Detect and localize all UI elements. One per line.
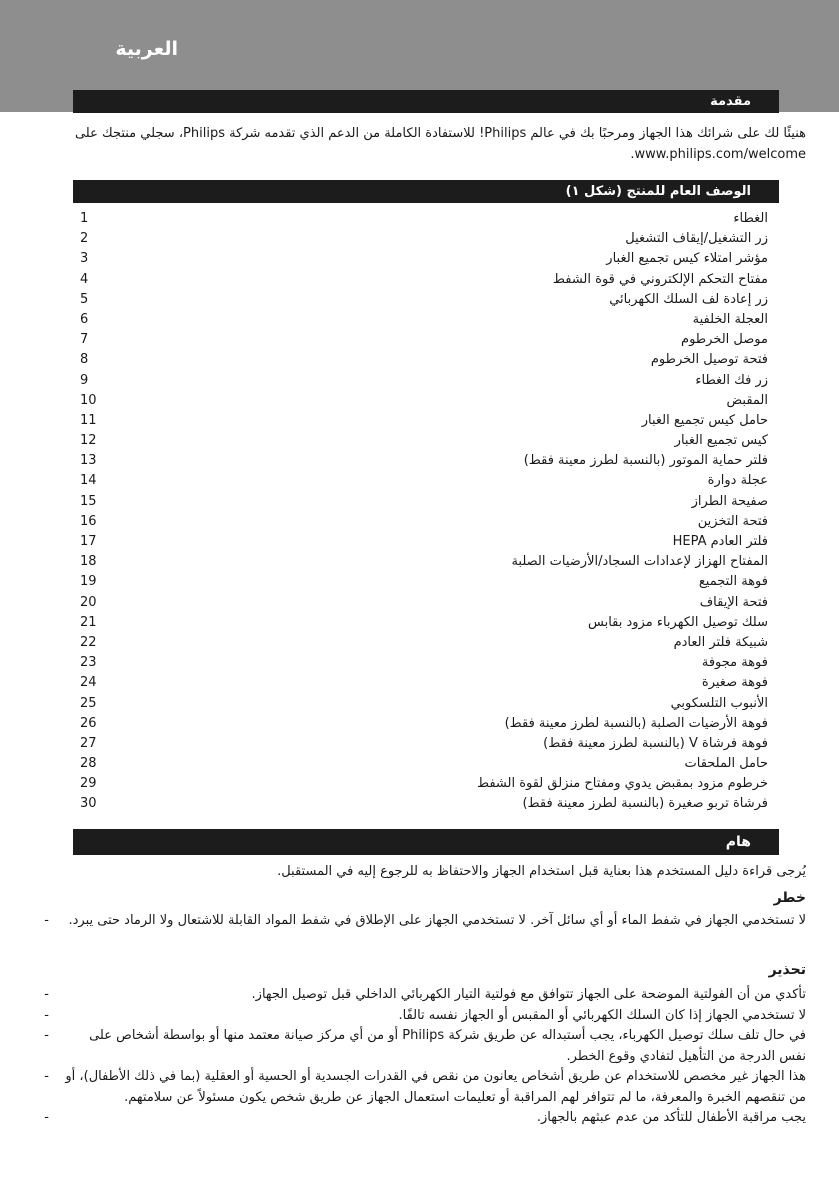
list-item xyxy=(80,532,780,552)
item-number: 25 xyxy=(80,695,97,711)
item-text: في حال تلف سلك توصيل الكهرباء، يجب أستبداله عن طريق شركة Philips أو من أي مركز صيانة معتمد منها أو بواسطة أشخاص على نفس الدرجة من التأهيل لتفادي وقوع الخطر. xyxy=(89,1028,806,1064)
list-item xyxy=(80,734,780,754)
item-text: حامل كيس تجميع الغبار xyxy=(641,412,768,428)
item-number: 17 xyxy=(80,534,97,549)
list-item xyxy=(80,290,780,310)
list-item xyxy=(35,1026,806,1067)
list-item xyxy=(80,754,780,774)
section-bar-intro: مقدمة xyxy=(73,90,779,113)
section-bar-important: هام xyxy=(73,829,779,855)
item-number: 20 xyxy=(80,594,97,610)
list-item xyxy=(80,391,780,411)
item-number: 12 xyxy=(80,433,97,449)
item-text: مفتاح التحكم الإلكتروني في قوة الشفط xyxy=(552,271,768,287)
item-text: حامل الملحقات xyxy=(684,756,768,772)
item-text: فوهة مجوفة xyxy=(701,655,768,671)
list-item xyxy=(35,1108,806,1129)
bullet-dash: - xyxy=(44,1028,49,1043)
warning-list xyxy=(35,985,806,1129)
item-text: مؤشر امتلاء كيس تجميع الغبار xyxy=(606,251,768,267)
item-text: كيس تجميع الغبار xyxy=(674,433,768,449)
list-item xyxy=(80,633,780,653)
item-text: لا تستخدمي الجهاز إذا كان السلك الكهربائي أو المقبس أو الجهاز نفسه تالفًا. xyxy=(398,1007,806,1023)
item-text: فرشاة تربو صغيرة (بالنسبة لطرز معينة فقط) xyxy=(522,796,768,812)
item-text: زر التشغيل/إيقاف التشغيل xyxy=(625,231,768,247)
item-text: المقبض xyxy=(726,392,768,408)
list-item xyxy=(35,1067,806,1108)
item-number: 11 xyxy=(80,412,97,428)
warning-heading: تحذير xyxy=(768,962,806,978)
list-item xyxy=(80,593,780,613)
list-item xyxy=(80,572,780,592)
item-number: 21 xyxy=(80,614,97,630)
list-item xyxy=(35,1006,806,1027)
item-number: 14 xyxy=(80,473,97,489)
item-number: 13 xyxy=(80,453,97,469)
item-number: 3 xyxy=(80,251,89,267)
list-item xyxy=(80,714,780,734)
language-tab: العربية xyxy=(115,38,178,60)
bullet-dash: - xyxy=(44,1069,49,1084)
danger-list xyxy=(35,911,806,932)
item-number: 5 xyxy=(80,291,89,307)
list-item xyxy=(80,613,780,633)
list-item xyxy=(80,774,780,794)
item-number: 2 xyxy=(80,231,89,247)
list-item xyxy=(80,411,780,431)
list-item xyxy=(80,330,780,350)
item-number: 10 xyxy=(80,392,97,408)
bullet-dash: - xyxy=(44,913,49,928)
bullet-dash: - xyxy=(44,1007,49,1023)
item-number: 8 xyxy=(80,352,89,368)
item-number: 24 xyxy=(80,675,97,691)
bullet-dash: - xyxy=(44,987,49,1002)
list-item xyxy=(80,512,780,532)
item-number: 19 xyxy=(80,574,97,590)
item-text: موصل الخرطوم xyxy=(681,332,768,348)
item-text: فلتر العادم HEPA xyxy=(672,534,768,549)
item-text: يجب مراقبة الأطفال للتأكد من عدم عبثهم بالجهاز. xyxy=(536,1110,806,1125)
item-text: فوهة التجميع xyxy=(698,574,768,590)
item-number: 22 xyxy=(80,634,97,650)
list-item xyxy=(35,985,806,1006)
list-item xyxy=(80,794,780,814)
item-number: 1 xyxy=(80,211,89,226)
item-text: هذا الجهاز غير مخصص للاستخدام عن طريق أشخاص يعانون من نقص في القدرات الجسدية أو الحسية أو العقلية (بما في ذلك الأطفال)، أو من تنقصهم الخبرة والمعرفة، ما لم تتوافر لهم المراقبة أو تعليمات استعمال الجهاز عن طريق شخص يكون مسئولاً عن سلامتهم. xyxy=(65,1069,806,1105)
list-item xyxy=(80,371,780,391)
list-item xyxy=(80,350,780,370)
danger-heading: خطر xyxy=(773,890,806,906)
list-item xyxy=(80,653,780,673)
item-text: العجلة الخلفية xyxy=(692,311,768,327)
list-item xyxy=(80,451,780,471)
item-text: فوهة الأرضيات الصلبة (بالنسبة لطرز معينة فقط) xyxy=(504,715,768,731)
item-text: فتحة الإيقاف xyxy=(699,594,768,610)
item-text: شبيكة فلتر العادم xyxy=(673,634,768,650)
list-item xyxy=(35,911,806,932)
item-text: عجلة دوارة xyxy=(707,473,768,489)
list-item xyxy=(80,310,780,330)
item-number: 4 xyxy=(80,271,89,287)
item-number: 15 xyxy=(80,493,97,509)
list-item xyxy=(80,270,780,290)
item-number: 9 xyxy=(80,372,89,388)
item-text: فتحة التخزين xyxy=(697,513,768,529)
list-item xyxy=(80,471,780,491)
item-text: خرطوم مزود بمقبض يدوي ومفتاح منزلق لقوة الشفط xyxy=(476,776,768,792)
item-text: فوهة صغيرة xyxy=(701,675,768,691)
item-number: 28 xyxy=(80,756,97,772)
item-number: 26 xyxy=(80,715,97,731)
item-number: 6 xyxy=(80,311,89,327)
list-item xyxy=(80,694,780,714)
item-text: سلك توصيل الكهرباء مزود بقابس xyxy=(588,614,768,630)
bullet-dash: - xyxy=(44,1110,49,1125)
item-text: الغطاء xyxy=(733,211,768,226)
intro-paragraph: هنيئًا لك على شرائك هذا الجهاز ومرحبًا بك في عالم Philips! للاستفادة الكاملة من الدعم الذي تقدمه شركة Philips، سجلي منتجك على www.philips.com/welcome. xyxy=(74,126,806,162)
list-item xyxy=(80,431,780,451)
parts-list xyxy=(80,209,780,815)
item-text: فوهة فرشاة V (بالنسبة لطرز معينة فقط) xyxy=(543,735,768,751)
list-item xyxy=(80,229,780,249)
item-text: فلتر حماية الموتور (بالنسبة لطرز معينة فقط) xyxy=(523,453,768,469)
item-text: تأكدي من أن الفولتية الموضحة على الجهاز تتوافق مع فولتية التيار الكهربائي الداخلي قبل توصيل الجهاز. xyxy=(251,987,806,1002)
item-text: المفتاح الهزاز لإعدادات السجاد/الأرضيات الصلبة xyxy=(511,554,768,570)
list-item xyxy=(80,492,780,512)
item-number: 23 xyxy=(80,655,97,671)
important-paragraph: يُرجى قراءة دليل المستخدم هذا بعناية قبل استخدام الجهاز والاحتفاظ به للرجوع إليه في المستقبل. xyxy=(277,864,806,879)
item-number: 18 xyxy=(80,554,97,570)
item-text: فتحة توصيل الخرطوم xyxy=(650,352,768,368)
item-text: زر فك الغطاء xyxy=(695,372,768,388)
item-text: لا تستخدمي الجهاز في شفط الماء أو أي سائل آخر. لا تستخدمي الجهاز على الإطلاق في شفط المواد القابلة للاشتعال ولا الرماد حتى يبرد. xyxy=(68,913,806,928)
item-number: 7 xyxy=(80,332,89,348)
section-bar-overview: الوصف العام للمنتج (شكل ١) xyxy=(73,180,779,203)
list-item xyxy=(80,209,780,229)
list-item xyxy=(80,673,780,693)
list-item xyxy=(80,249,780,269)
list-item xyxy=(80,552,780,572)
item-number: 29 xyxy=(80,776,97,792)
item-text: زر إعادة لف السلك الكهربائي xyxy=(609,291,768,307)
item-number: 30 xyxy=(80,796,97,812)
item-text: الأنبوب التلسكوبي xyxy=(670,695,768,711)
item-number: 16 xyxy=(80,513,97,529)
item-number: 27 xyxy=(80,735,97,751)
item-text: صفيحة الطراز xyxy=(691,493,768,509)
